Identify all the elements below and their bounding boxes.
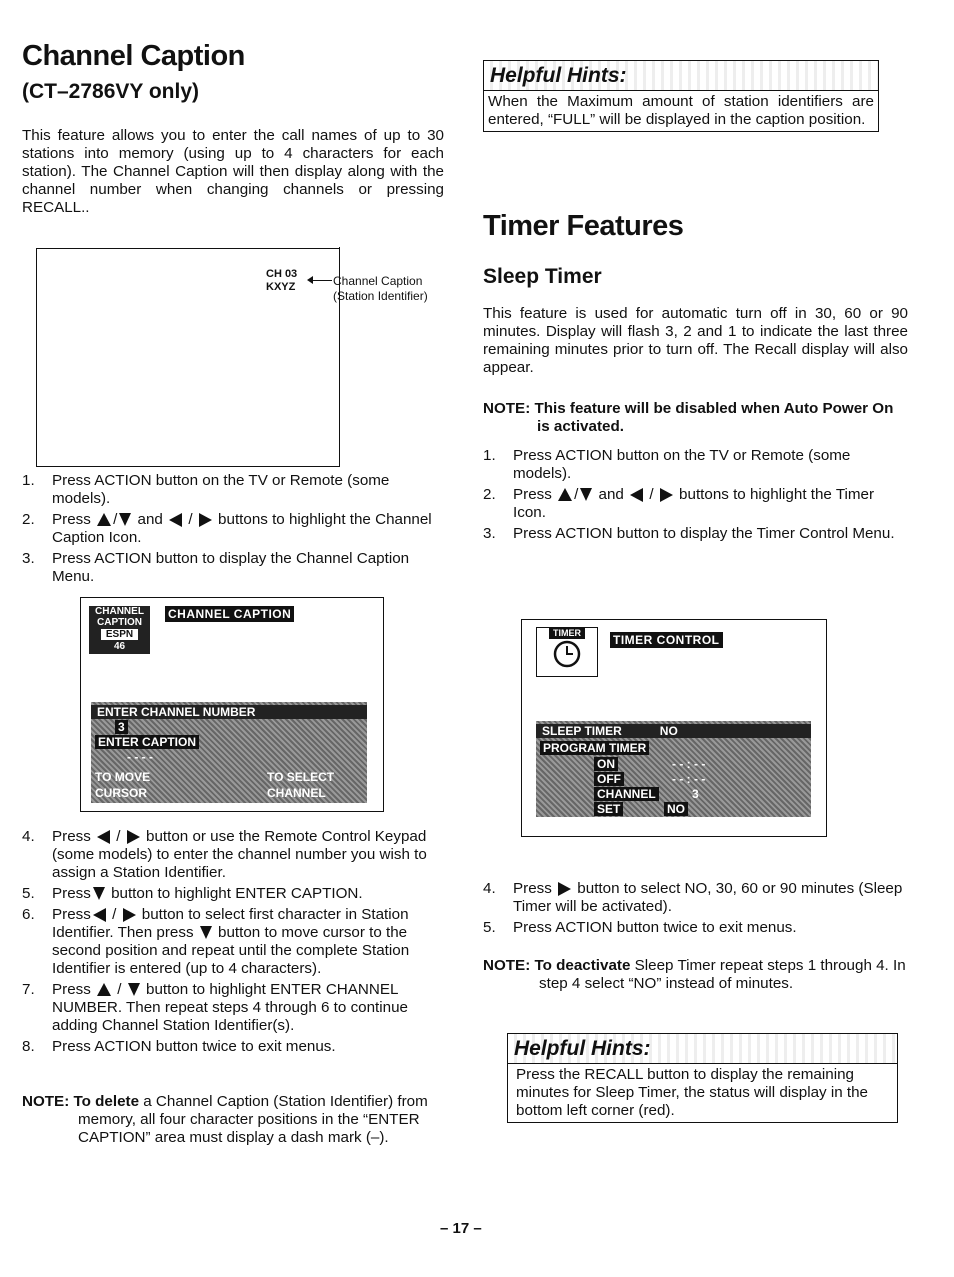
on-time: - - : - - [672,757,706,771]
right-arrow-icon [660,488,673,502]
tv-screen-illustration [36,248,428,467]
set-label: SET [594,802,623,816]
move-hint: TO MOVE [95,770,151,784]
steps-list-3 [483,447,908,546]
channel-caption-menu [80,597,384,812]
caption-value: - - - - [127,750,153,764]
up-arrow-icon [97,983,111,996]
right-arrow-icon [199,513,212,527]
steps-list-4 [483,880,908,940]
right-arrow-icon [558,882,571,896]
right-arrow-icon [123,908,136,922]
cursor-hint: CURSOR [95,786,148,800]
list-item: 8. Press ACTION button twice to exit menus. [22,1038,336,1055]
section-subtitle: Sleep Timer [483,265,602,288]
up-arrow-icon [558,488,572,501]
off-label: OFF [594,772,624,786]
up-arrow-icon [97,513,111,526]
section-title: Timer Features [483,210,684,242]
intro-paragraph: This feature allows you to enter the call names of up to 30 stations into memory (using up to 4 characters for each station). The Channel Caption will then display along with the channel number when changing channels or pressing RECALL.. [22,127,444,216]
menu-options-panel [91,702,367,803]
list-item: 2. Press / and / buttons to highlight the Timer Icon. [483,486,875,521]
set-value: NO [664,802,688,816]
list-item: 1. Press ACTION button on the TV or Remote (some models). [22,472,390,507]
steps-list-2 [22,828,444,1059]
menu-row-enter-channel-number[interactable]: ENTER CHANNEL NUMBER [91,705,367,719]
timer-control-menu [521,619,827,837]
on-label: ON [594,757,618,771]
hint-body: Press the RECALL button to display the remaining minutes for Sleep Timer, the status will display in the bottom left corner (red). [516,1066,869,1119]
channel-label: CHANNEL [594,787,659,801]
down-arrow-icon [128,983,140,996]
channel-caption-icon: CHANNEL CAPTION ESPN 46 [89,606,150,654]
list-item: 1. Press ACTION button on the TV or Remote (some models). [483,447,851,482]
right-arrow-icon [127,830,140,844]
helpful-hints-box-2 [507,1033,898,1123]
callout-label [333,274,428,304]
menu-row-program-timer[interactable]: PROGRAM TIMER [540,741,649,755]
list-item: 2. Press / and / buttons to highlight the Channel Caption Icon. [22,511,432,546]
clock-icon [552,639,582,669]
list-item: 5. Press ACTION button twice to exit menus. [483,919,797,936]
page-number: – 17 – [440,1220,482,1237]
station-identifier: KXYZ [266,281,296,293]
list-item: 6. Press / button to select first character in Station Identifier. Then press button to move cursor to the second position and repeat until the complete Station Identifier is entered (up to 4 characters). [22,906,410,977]
list-item: 7. Press / button to highlight ENTER CHANNEL NUMBER. Then repeat steps 4 through 6 to continue adding Channel Station Identifier(s). [22,981,408,1034]
off-time: - - : - - [672,772,706,786]
hint-title: Helpful Hints: [484,61,878,91]
down-arrow-icon [200,926,212,939]
intro-paragraph: This feature is used for automatic turn off in 30, 60 or 90 minutes. Display will flash 3, 2 and 1 to indicate the last three remaining minutes prior to turn off. The Recall display will also appear. [483,305,908,376]
left-arrow-icon [169,513,182,527]
hint-body: When the Maximum amount of station identifiers are entered, “FULL” will be displayed in the caption position. [488,93,874,128]
down-arrow-icon [93,887,105,900]
menu-title: TIMER CONTROL [610,632,723,648]
left-arrow-icon [630,488,643,502]
menu-row-enter-caption[interactable]: ENTER CAPTION [95,735,199,749]
channel-number: CH 03 [266,268,298,280]
section-subtitle: (CT–2786VY only) [22,80,200,103]
menu-title: CHANNEL CAPTION [165,606,294,622]
left-arrow-icon [97,830,110,844]
timer-icon: TIMER [536,627,598,677]
deactivate-note: NOTE: To deactivate Sleep Timer repeat steps 1 through 4. In step 4 select “NO” instead of minutes. [483,957,906,992]
delete-note: NOTE: To delete a Channel Caption (Station Identifier) from memory, all four character positions in the “ENTER CAPTION” area must display a dash mark (–). [22,1093,428,1146]
list-item: 3. Press ACTION button to display the Timer Control Menu. [483,525,895,542]
down-arrow-icon [119,513,131,526]
down-arrow-icon [580,488,592,501]
select-hint: TO SELECT [267,770,335,784]
steps-list-1 [22,472,444,589]
list-item: 4. Press button to select NO, 30, 60 or 90 minutes (Sleep Timer will be activated). [483,880,903,915]
menu-row-sleep-timer[interactable]: SLEEP TIMER NO [536,724,811,738]
list-item: 4. Press / button or use the Remote Control Keypad (some models) to enter the channel number you wish to assign a Station Identifier. [22,828,427,881]
list-item: 3. Press ACTION button to display the Channel Caption Menu. [22,550,410,585]
helpful-hints-box-1 [483,60,879,132]
left-arrow-icon [93,908,106,922]
section-title: Channel Caption [22,40,245,72]
callout-line2: (Station Identifier) [333,289,428,303]
channel-display [266,268,297,294]
channel-hint: CHANNEL [267,786,326,800]
hint-title: Helpful Hints: [508,1034,897,1064]
auto-power-note: NOTE: This feature will be disabled when Auto Power On is activated. [483,400,894,435]
menu-options-panel [536,721,811,817]
callout-line1: Channel Caption [333,274,423,288]
callout-arrow-icon [310,280,332,281]
list-item: 5. Press button to highlight ENTER CAPTION. [22,885,363,902]
channel-number-value: 3 [115,720,128,734]
channel-value: 3 [692,787,699,801]
